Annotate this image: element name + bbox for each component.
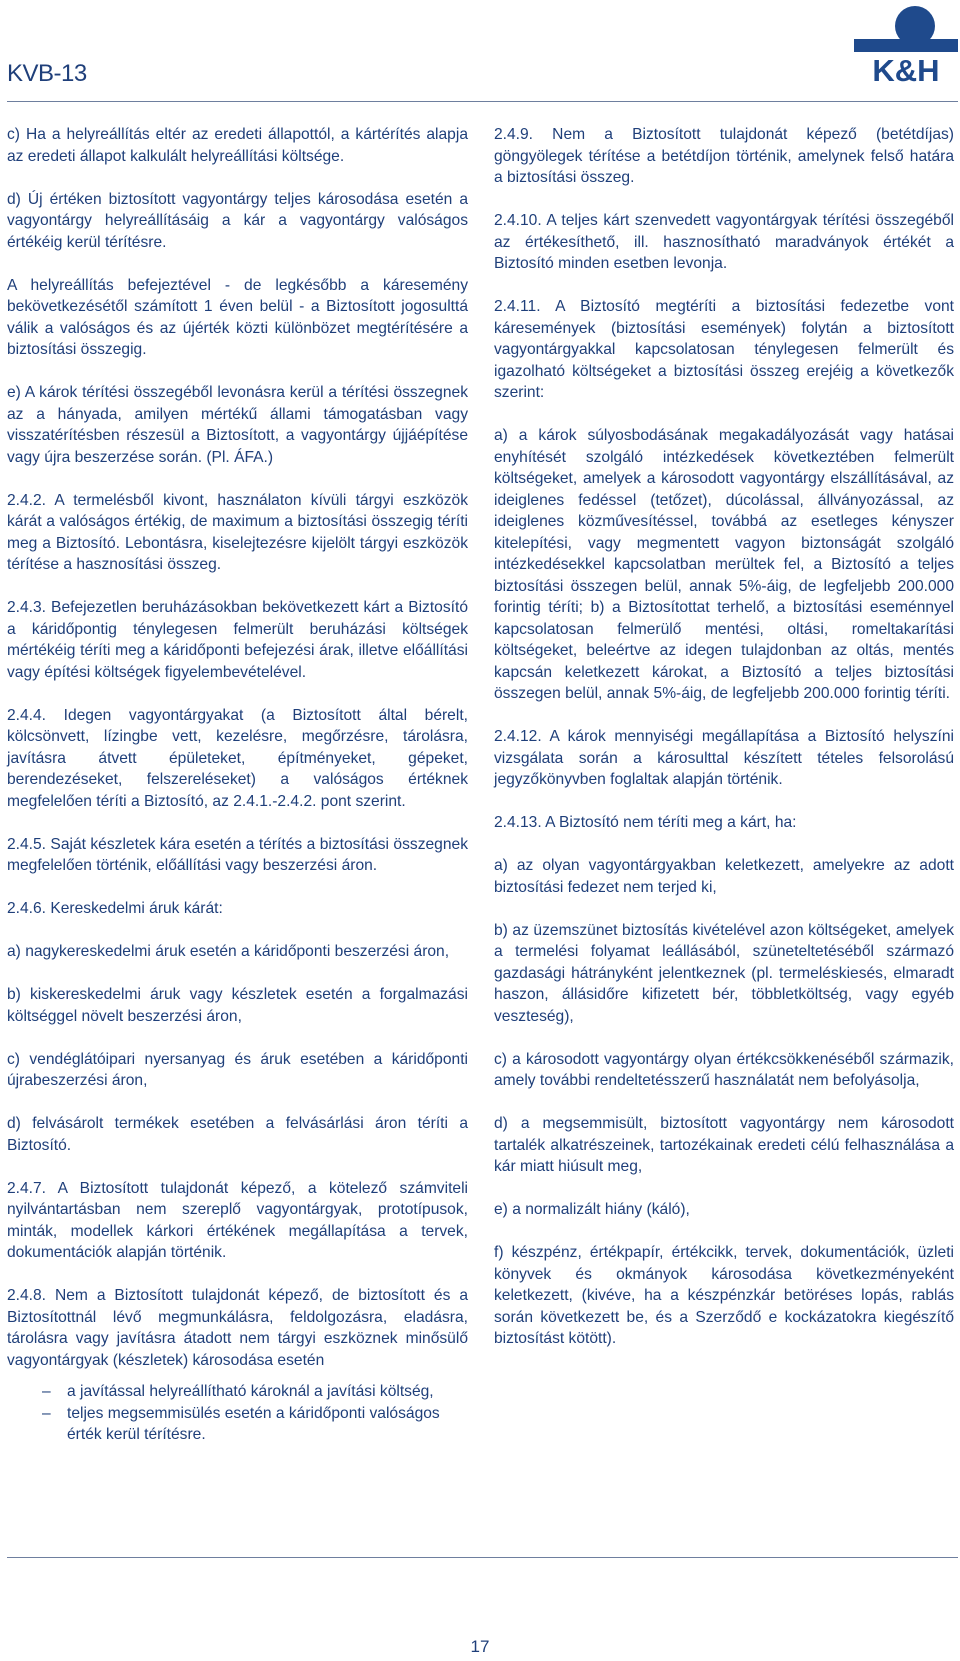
dash-list-item	[7, 1403, 468, 1446]
paragraph-2-4-13-f: f) készpénz, értékpapír, értékcikk, tervek, dokumentációk, üzleti könyvek és okmányok károsodása következményeként keletkezett, (kivéve, ha a készpénzkár betöréses lopás, rablás során következett be, és a Szerződő e kockázatokra kiegészítő biztosítást kötött).	[494, 1244, 954, 1347]
paragraph-2-4-9: 2.4.9. Nem a Biztosított tulajdonát képező (betétdíjas) göngyölegek térítése a betétdíjon történik, amelynek felső határa a biztosítási összeg.	[494, 126, 954, 186]
paragraph-2-4-3: 2.4.3. Befejezetlen beruházásokban bekövetkezett kárt a Biztosító a káridőpontig ténylegesen felmerült beruházási költségek mértékéig téríti meg a káridőponti befejezési árak, illetve előállítási vagy építési költségek figyelembevételével.	[7, 599, 468, 681]
paragraph-2-4-10: 2.4.10. A teljes kárt szenvedett vagyontárgyak térítési összegéből az értékesíthető, ill. hasznosítható maradványok értékét a Biztosító minden esetben levonja.	[494, 212, 954, 272]
dash-list	[7, 1381, 468, 1446]
paragraph-2-4-13-d: d) a megsemmisült, biztosított vagyontárgy nem károsodott tartalék alkatrészeinek, tartozékainak eredeti célú felhasználása a kár miatt hiúsult meg,	[494, 1115, 954, 1175]
paragraph-restoration: A helyreállítás befejeztével - de legkésőbb a káresemény bekövetkezésétől számított 1 éven belül - a Biztosított jogosulttá válik a valóságos és az újérték közti különbözet megtérítésére a biztosítási összegig.	[7, 276, 468, 358]
paragraph-2-4-7: 2.4.7. A Biztosított tulajdonát képező, a kötelező számviteli nyilvántartásban nem szereplő vagyontárgyak, prototípusok, minták, modellek kárkori értékének megállapítása a tervek, dokumentációk alapján történik.	[7, 1179, 468, 1261]
paragraph-2-4-6-a: a) nagykereskedelmi áruk esetén a káridőponti beszerzési áron,	[7, 943, 450, 960]
kh-logo	[854, 2, 958, 86]
dash-list-item-text: a javítással helyreállítható károknál a javítási költség,	[67, 1383, 434, 1400]
paragraph-d: d) Új értéken biztosított vagyontárgy teljes károsodása esetén a vagyontárgy helyreállításáig a kár a vagyontárgy valóságos értékéig kerül térítésre.	[7, 190, 468, 251]
right-column	[494, 124, 954, 1371]
paragraph-2-4-11: 2.4.11. A Biztosító megtéríti a biztosítási fedezetbe vont káresemények (biztosítási események) folytán a biztosított vagyontárgyakkal kapcsolatosan ténylegesen felmerült és igazolható költségeket a biztosítási összeg erejéig a következők szerint:	[494, 298, 954, 401]
paragraph-c: c) Ha a helyreállítás eltér az eredeti állapottól, a kártérítés alapja az eredeti állapot kalkulált helyreállítási költsége.	[7, 126, 468, 165]
logo-band	[854, 39, 958, 52]
paragraph-2-4-5: 2.4.5. Saját készletek kára esetén a térítés a biztosítási összegnek megfelelően történik, előállítási vagy beszerzési áron.	[7, 835, 468, 874]
paragraph-2-4-2: 2.4.2. A termelésből kivont, használaton kívüli tárgyi eszközök kárát a valóságos értékig, de maximum a biztosítási összegig téríti meg a Biztosító. Lebontásra, kiselejtezésre kijelölt tárgyi eszközök térítése a hasznosítási összeg.	[7, 491, 468, 573]
paragraph-2-4-13-b: b) az üzemszünet biztosítás kivételével azon költségeket, amelyek a termelési folyamat leállásából, szüneteltetéséből származó gazdasági hátrányként jelentkeznek (pl. termeléskiesés, elmaradt haszon, állásidőre kifizetett bér, többletköltség, vagy egyéb veszteség),	[494, 921, 954, 1025]
left-column	[7, 124, 468, 1446]
logo-wordmark: K&H	[872, 53, 940, 86]
paragraph-2-4-13: 2.4.13. A Biztosító nem téríti meg a kárt, ha:	[494, 814, 797, 831]
paragraph-2-4-6: 2.4.6. Kereskedelmi áruk kárát:	[7, 900, 223, 917]
paragraph-2-4-12: 2.4.12. A károk mennyiségi megállapítása a Biztosító helyszíni vizsgálata során a károsulttal készített tételes felsorolású jegyzőkönyvben foglaltak alapján történik.	[494, 728, 954, 788]
dash-list-item	[7, 1381, 468, 1403]
paragraph-2-4-11-ab: a) a károk súlyosbodásának megakadályozását vagy hatásai enyhítését szolgáló intézkedések következtében felmerült költségeket, amelyek a károsodott vagyontárgy elszállításával, az ideiglenes fedéssel (tetőzet), dúcolással, állványozással, az ideiglenes közművesítéssel, továbbá az esetleges kényszer kitelepítési, vagy megmentett vagyon biztonságát szolgáló intézkedésekkel kapcsolatban merültek fel, a Biztosító a teljes biztosítási összegen belül, annak 5%-áig, de legfeljebb 200.000 forintig téríti; b) a Biztosítottat terhelő, a biztosítási eseménnyel kapcsolatosan felmerülő mentési, oltási, romeltakarítási költségeket, beleértve az idegen tulajdonban az oltás, mentés kapcsán keletkezett károkat, a Biztosító a teljes biztosítási összegen belül, annak 5%-áig, de legfeljebb 200.000 forintig téríti.	[494, 427, 954, 702]
paragraph-e: e) A károk térítési összegéből levonásra kerül a térítési összegnek az a hányada, amilyen mértékű állami támogatásban vagy visszatérítésben részesül a Biztosított, a vagyontárgy újjáépítése vagy újra beszerzése során. (Pl. ÁFA.)	[7, 384, 468, 466]
footer-divider	[7, 1557, 958, 1558]
dash-bullet: –	[42, 1383, 51, 1400]
paragraph-2-4-6-b: b) kiskereskedelmi áruk vagy készletek esetén a forgalmazási költséggel növelt beszerzési áron,	[7, 986, 468, 1025]
paragraph-2-4-8: 2.4.8. Nem a Biztosított tulajdonát képező, de biztosított és a Biztosítottnál lévő megmunkálásra, feldolgozásra, eladásra, tárolásra vagy javításra átadott nem tárgyi eszköznek minősülő vagyontárgyak (készletek) károsodása esetén	[7, 1287, 468, 1369]
document-code: KVB-13	[7, 60, 87, 87]
page-number: 17	[470, 1637, 490, 1656]
paragraph-2-4-13-e: e) a normalizált hiány (káló),	[494, 1201, 690, 1218]
paragraph-2-4-6-d: d) felvásárolt termékek esetében a felvásárlási áron téríti a Biztosító.	[7, 1115, 468, 1154]
paragraph-2-4-13-a: a) az olyan vagyontárgyakban keletkezett, amelyekre az adott biztosítási fedezet nem terjed ki,	[494, 857, 954, 896]
header-divider	[7, 101, 958, 102]
dash-list-item-text: teljes megsemmisülés esetén a káridőponti valóságos érték kerül térítésre.	[67, 1404, 440, 1443]
paragraph-2-4-6-c: c) vendéglátóipari nyersanyag és áruk esetében a káridőponti újrabeszerzési áron,	[7, 1050, 468, 1089]
paragraph-2-4-13-c: c) a károsodott vagyontárgy olyan értékcsökkenéséből származik, amely további rendeltetésszerű használatát nem befolyásolja,	[494, 1050, 954, 1089]
dash-bullet: –	[42, 1404, 51, 1422]
paragraph-2-4-4: 2.4.4. Idegen vagyontárgyakat (a Biztosított által bérelt, kölcsönvett, lízingbe vett, kezelésre, megőrzésre, tárolásra, javításra átvett épületeket, építményeket, gépeket, berendezéseket, felszereléseket) a valóságos értéknek megfelelően téríti a Biztosító, az 2.4.1.-2.4.2. pont szerint.	[7, 706, 468, 810]
